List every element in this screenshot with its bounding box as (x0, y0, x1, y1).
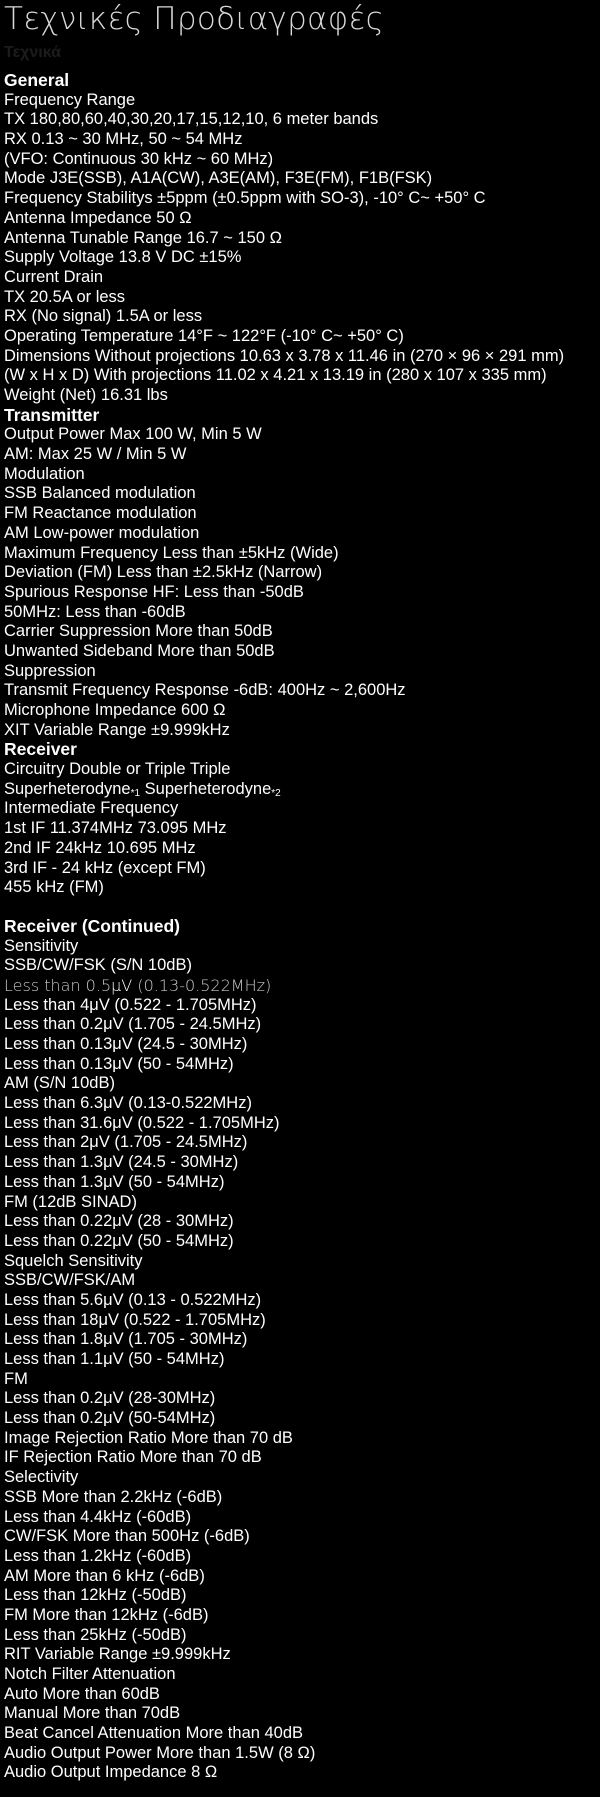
section-heading: Receiver (4, 740, 77, 760)
spec-line: Deviation (FM) Less than ±2.5kHz (Narrow) (4, 563, 323, 582)
spec-line: 3rd IF - 24 kHz (except FM) (4, 858, 206, 877)
spec-line: Less than 5.6μV (0.13 - 0.522MHz) (4, 1290, 262, 1309)
spec-line: Less than 1.1μV (50 - 54MHz) (4, 1350, 225, 1368)
spec-line: Notch Filter Attenuation (4, 1665, 176, 1683)
spec-line: SSB Balanced modulation (4, 484, 196, 503)
spec-line: RX (No signal) 1.5A or less (4, 307, 203, 326)
spec-line: Less than 6.3μV (0.13-0.522MHz) (4, 1094, 252, 1113)
spec-line: Less than 0.22μV (28 - 30MHz) (4, 1212, 234, 1231)
spec-line: SSB More than 2.2kHz (-6dB) (4, 1487, 223, 1506)
spec-line: Frequency Stabilitys ±5ppm (±0.5ppm with SO-3), -10° C~ +50° C (4, 189, 486, 208)
spec-line (4, 976, 598, 996)
spec-line: Less than 31.6μV (0.522 - 1.705MHz) (4, 1113, 280, 1132)
ghost-label: Τεχνικά (4, 44, 61, 61)
spec-line: TX 180,80,60,40,30,20,17,15,12,10, 6 meter bands (4, 110, 379, 129)
spec-line: Transmit Frequency Response -6dB: 400Hz ~ 2,600Hz (4, 681, 406, 700)
section-heading: Transmitter (4, 405, 100, 425)
spec-line: Audio Output Power More than 1.5W (8 Ω) (4, 1743, 316, 1762)
spec-line: CW/FSK More than 500Hz (-6dB) (4, 1527, 250, 1546)
spec-line: Intermediate Frequency (4, 799, 179, 818)
footnote-marker: *1 (130, 787, 141, 799)
spec-line: Microphone Impedance 600 Ω (4, 701, 226, 719)
spec-line: TX 20.5A or less (4, 287, 126, 306)
spec-line: Spurious Response HF: Less than -50dB (4, 582, 304, 601)
spec-line: AM (S/N 10dB) (4, 1074, 115, 1093)
spec-line: 1st IF 11.374MHz 73.095 MHz (4, 819, 227, 838)
block-gap (4, 898, 598, 917)
spec-line: Less than 0.2μV (28-30MHz) (4, 1389, 216, 1408)
spec-line: Unwanted Sideband More than 50dB (4, 641, 275, 660)
spec-line: Current Drain (4, 267, 104, 286)
spec-line: Beat Cancel Attenuation More than 40dB (4, 1724, 304, 1743)
spec-line: Operating Temperature 14°F ~ 122°F (-10° C~ +50° C) (4, 326, 404, 345)
spec-line: SSB/CW/FSK/AM (4, 1271, 136, 1290)
spec-line: Less than 2μV (1.705 - 24.5MHz) (4, 1133, 248, 1152)
spec-line: AM: Max 25 W / Min 5 W (4, 445, 187, 464)
spec-text: Less than 0.5 (4, 975, 112, 995)
spec-line: Less than 0.13μV (24.5 - 30MHz) (4, 1035, 248, 1053)
spec-line: (W x H x D) With projections 11.02 x 4.21 x 13.19 in (280 x 107 x 335 mm) (4, 366, 547, 385)
spec-line: 455 kHz (FM) (4, 878, 104, 897)
spec-line: Less than 18μV (0.522 - 1.705MHz) (4, 1310, 266, 1329)
spec-line: RX 0.13 ~ 30 MHz, 50 ~ 54 MHz (4, 130, 243, 149)
spec-text: (0.13-0.522MHz) (132, 975, 272, 995)
spec-line: Less than 1.8μV (1.705 - 30MHz) (4, 1330, 248, 1349)
spec-sheet (4, 71, 598, 1783)
spec-line: Squelch Sensitivity (4, 1251, 143, 1270)
page-title: Τεχνικές Προδιαγραφές (4, 1, 385, 37)
spec-line: Audio Output Impedance 8 Ω (4, 1763, 218, 1782)
spec-line: Less than 1.3μV (50 - 54MHz) (4, 1172, 225, 1191)
spec-text: Superheterodyne (140, 779, 272, 798)
spec-line: Less than 4.4kHz (-60dB) (4, 1507, 192, 1526)
spec-line: Frequency Range (4, 90, 136, 109)
spec-line: Antenna Impedance 50 Ω (4, 208, 192, 227)
spec-line: Circuitry Double or Triple Triple (4, 760, 231, 779)
spec-line: Dimensions Without projections 10.63 x 3.78 x 11.46 in (270 × 96 × 291 mm) (4, 346, 565, 365)
spec-line: Modulation (4, 464, 85, 483)
spec-line: Less than 25kHz (-50dB) (4, 1625, 187, 1644)
spec-line: AM Low-power modulation (4, 523, 200, 542)
spec-line: 50MHz: Less than -60dB (4, 602, 186, 621)
footnote-marker: *2 (271, 787, 281, 799)
spec-line: Antenna Tunable Range 16.7 ~ 150 Ω (4, 228, 282, 247)
spec-line: 2nd IF 24kHz 10.695 MHz (4, 838, 196, 857)
spec-line: Supply Voltage 13.8 V DC ±15% (4, 248, 242, 267)
spec-line: FM (4, 1369, 28, 1388)
spec-line: FM Reactance modulation (4, 504, 197, 523)
section-heading: Receiver (Continued) (4, 916, 180, 936)
spec-line (4, 780, 598, 800)
spec-line: AM More than 6 kHz (-6dB) (4, 1566, 205, 1585)
spec-line: Less than 1.3μV (24.5 - 30MHz) (4, 1153, 239, 1172)
spec-line: Less than 0.2μV (1.705 - 24.5MHz) (4, 1015, 262, 1034)
spec-line: FM More than 12kHz (-6dB) (4, 1605, 209, 1624)
spec-line: Less than 4μV (0.522 - 1.705MHz) (4, 995, 257, 1014)
spec-line: Less than 0.13μV (50 - 54MHz) (4, 1054, 234, 1073)
spec-line: Maximum Frequency Less than ±5kHz (Wide) (4, 543, 339, 562)
spec-text: Superheterodyne (4, 779, 131, 798)
spec-line: IF Rejection Ratio More than 70 dB (4, 1448, 262, 1467)
section-heading: General (4, 71, 70, 90)
spec-line: Selectivity (4, 1468, 79, 1487)
spec-line: Manual More than 70dB (4, 1704, 181, 1723)
spec-line: Less than 0.2μV (50-54MHz) (4, 1409, 216, 1428)
spec-line: Image Rejection Ratio More than 70 dB (4, 1428, 293, 1447)
spec-line: Suppression (4, 661, 96, 680)
spec-line: FM (12dB SINAD) (4, 1192, 137, 1211)
spec-line: Output Power Max 100 W, Min 5 W (4, 425, 262, 444)
spec-line: Sensitivity (4, 936, 79, 955)
spec-line: Mode J3E(SSB), A1A(CW), A3E(AM), F3E(FM), F1B(FSK) (4, 169, 433, 188)
spec-line: SSB/CW/FSK (S/N 10dB) (4, 956, 192, 975)
spec-line: Carrier Suppression More than 50dB (4, 622, 273, 641)
spec-line: RIT Variable Range ±9.999kHz (4, 1645, 231, 1664)
spec-line: Less than 1.2kHz (-60dB) (4, 1546, 192, 1565)
spec-text: μV (111, 975, 133, 995)
spec-line: (VFO: Continuous 30 kHz ~ 60 MHz) (4, 149, 274, 168)
spec-line: Less than 12kHz (-50dB) (4, 1586, 187, 1605)
spec-line: Less than 0.22μV (50 - 54MHz) (4, 1231, 234, 1250)
spec-line: Auto More than 60dB (4, 1684, 160, 1703)
spec-line: Weight (Net) 16.31 lbs (4, 386, 168, 404)
spec-line: XIT Variable Range ±9.999kHz (4, 720, 230, 739)
